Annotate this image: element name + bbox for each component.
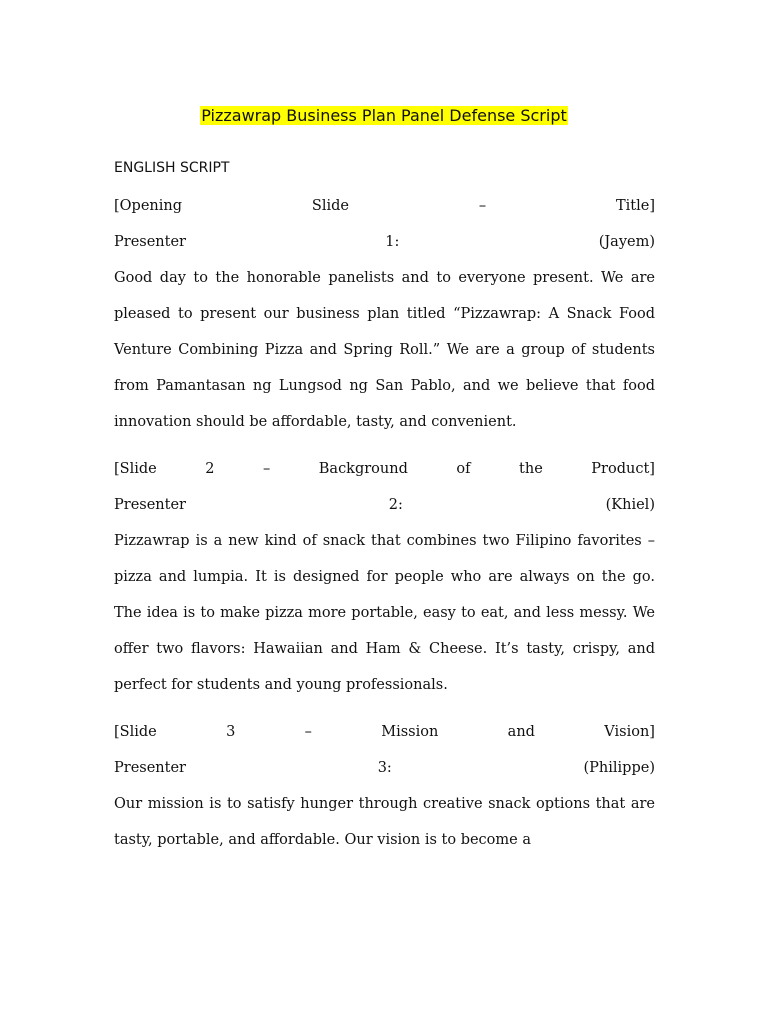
presenter-cue-word: (Philippe) [583,760,655,776]
slide-cue [114,188,655,224]
presenter-cue-word: 2: [388,497,403,513]
slide-cue-word: Vision] [604,724,655,740]
script-paragraph: Our mission is to satisfy hunger through creative snack options that are tasty, portable, and affordable. Our vision is to become a [114,796,655,848]
script-block-slide-2 [114,451,655,703]
slide-cue-word: and [507,724,535,740]
paragraph-spacer [114,440,655,451]
slide-cue-word: Slide [311,198,349,214]
slide-cue-word: 2 [205,461,215,477]
presenter-cue-word: Presenter [114,234,186,250]
script-paragraph: Pizzawrap is a new kind of snack that combines two Filipino favorites – pizza and lumpia. It is designed for people who are always on the go. The idea is to make pizza more portable, easy to eat, and less messy. We offer two flavors: Hawaiian and Ham & Cheese. It’s tasty, crispy, and perfect for students and young professionals. [114,533,655,693]
presenter-cue-word: 1: [385,234,400,250]
script-block-slide-3 [114,714,655,858]
script-paragraph: Good day to the honorable panelists and to everyone present. We are pleased to present our business plan titled “Pizzawrap: A Snack Food Venture Combining Pizza and Spring Roll.” We are a group of students from Pamantasan ng Lungsod ng San Pablo, and we believe that food innovation should be affordable, tasty, and convenient. [114,270,655,430]
slide-cue-word: [Slide [114,724,157,740]
slide-cue-word: – [304,724,312,740]
highlighted-title-text: Pizzawrap Business Plan Panel Defense Script [201,106,567,125]
slide-cue-word: – [478,198,487,214]
document-title [0,104,768,128]
slide-cue-word: – [263,461,271,477]
presenter-cue-word: Presenter [114,760,186,776]
section-heading: ENGLISH SCRIPT [114,160,230,176]
slide-cue-word: 3 [226,724,236,740]
slide-cue-word: Title] [615,198,655,214]
presenter-cue-word: Presenter [114,497,186,513]
slide-cue-word: [Opening [114,198,183,214]
script-block-slide-1 [114,188,655,440]
script-body [114,188,655,858]
slide-cue [114,714,655,750]
presenter-cue-word: (Khiel) [605,497,655,513]
presenter-cue-word: 3: [377,760,392,776]
presenter-cue [114,750,655,786]
presenter-cue [114,224,655,260]
slide-cue-word: of [456,461,471,477]
presenter-cue-word: (Jayem) [598,234,655,250]
paragraph-spacer [114,703,655,714]
slide-cue-word: Background [318,461,408,477]
slide-cue-word: Product] [591,461,655,477]
slide-cue-word: [Slide [114,461,157,477]
slide-cue [114,451,655,487]
slide-cue-word: Mission [381,724,439,740]
slide-cue-word: the [519,461,543,477]
presenter-cue [114,487,655,523]
